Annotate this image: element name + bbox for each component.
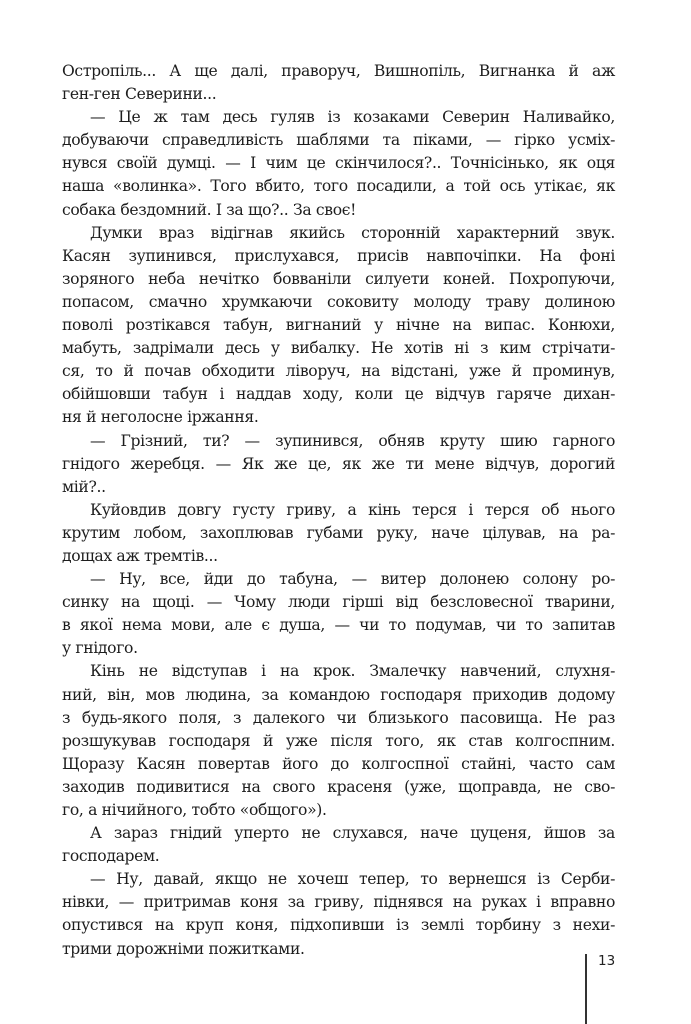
text-line: ген-ген Северини... [62, 85, 217, 104]
body-text [62, 60, 615, 961]
text-line: трими дорожніми пожитками. [62, 939, 305, 958]
text-line: ня й неголосне іржання. [62, 408, 259, 427]
text-line: з будь-якого поля, з далекого чи близького пасовища. Не раз [62, 708, 615, 727]
text-line: Куйовдив довгу густу гриву, а кінь терся і терся об нього [90, 500, 615, 519]
text-line: дощах аж тремтів... [62, 546, 218, 565]
text-line: — Це ж там десь гуляв із козаками Северин Наливайко, [90, 108, 615, 127]
text-line: ний, він, мов людина, за командою господаря приходив додому [62, 685, 615, 704]
text-line: у гнідого. [62, 639, 138, 658]
text-line: нувся своїй думці. — І чим це скінчилося?.. Точнісінько, як оця [62, 154, 615, 173]
text-line: собака бездомний. І за що?.. За своє! [62, 200, 357, 219]
text-line: мій?.. [62, 477, 106, 496]
text-line: заходив подивитися на свого красеня (уже, щоправда, не сво- [62, 777, 615, 796]
text-line: зоряного неба нечітко бовваніли силуети коней. Похропуючи, [62, 269, 615, 288]
text-line: Щоразу Касян повертав його до колгоспної стайні, часто сам [62, 754, 615, 773]
page-number-rule [585, 954, 587, 1024]
text-line: мабуть, задрімали десь у вибалку. Не хотів ні з ким стрічати- [62, 339, 615, 358]
text-line: — Ну, давай, якщо не хочеш тепер, то вернешся із Серби- [90, 870, 615, 889]
text-line: А зараз гнідий уперто не слухався, наче цуценя, йшов за [90, 824, 615, 843]
text-line: — Ну, все, йди до табуна, — витер долонею солону ро- [90, 570, 615, 589]
text-line: в якої нема мови, але є душа, — чи то подумав, чи то запитав [62, 616, 615, 635]
text-line: попасом, смачно хрумкаючи соковиту молоду траву долиною [62, 292, 615, 311]
text-line: гнідого жеребця. — Як же це, як же ти мене відчув, дорогий [62, 454, 615, 473]
page-number: 13 [598, 953, 616, 969]
text-line: Думки враз відігнав якийсь сторонній характерний звук. [90, 223, 615, 242]
text-line: опустився на круп коня, підхопивши із землі торбину з нехи- [62, 916, 615, 935]
text-line: нівки, — притримав коня за гриву, піднявся на руках і вправно [62, 893, 615, 912]
text-line: ся, то й почав обходити ліворуч, на відстані, уже й проминув, [62, 362, 615, 381]
text-line: синку на щоці. — Чому люди гірші від безсловесної тварини, [62, 593, 615, 612]
text-line: крутим лобом, захоплював губами руку, наче цілував, на ра- [62, 523, 615, 542]
text-line: поволі розтікався табун, вигнаний у нічне на випас. Конюхи, [62, 316, 615, 335]
text-line: наша «волинка». Того вбито, того посадили, а той ось утікає, як [62, 177, 615, 196]
text-line: Остропіль... А ще далі, праворуч, Вишнопіль, Вигнанка й аж [62, 62, 615, 80]
text-line: Касян зупинився, прислухався, присів навпочіпки. На фоні [62, 246, 615, 265]
text-line: — Грізний, ти? — зупинився, обняв круту шию гарного [90, 431, 615, 450]
text-line: обійшовши табун і наддав ходу, коли це відчув гаряче дихан- [62, 385, 615, 404]
text-line: го, а нічийного, тобто «общого»). [62, 801, 327, 819]
text-line: господарем. [62, 847, 160, 866]
text-line: добуваючи справедливість шаблями та піками, — гірко усміх- [62, 131, 615, 150]
text-line: Кінь не відступав і на крок. Змалечку навчений, слухня- [90, 662, 615, 681]
text-line: розшукував господаря й уже після того, як став колгоспним. [62, 731, 615, 750]
